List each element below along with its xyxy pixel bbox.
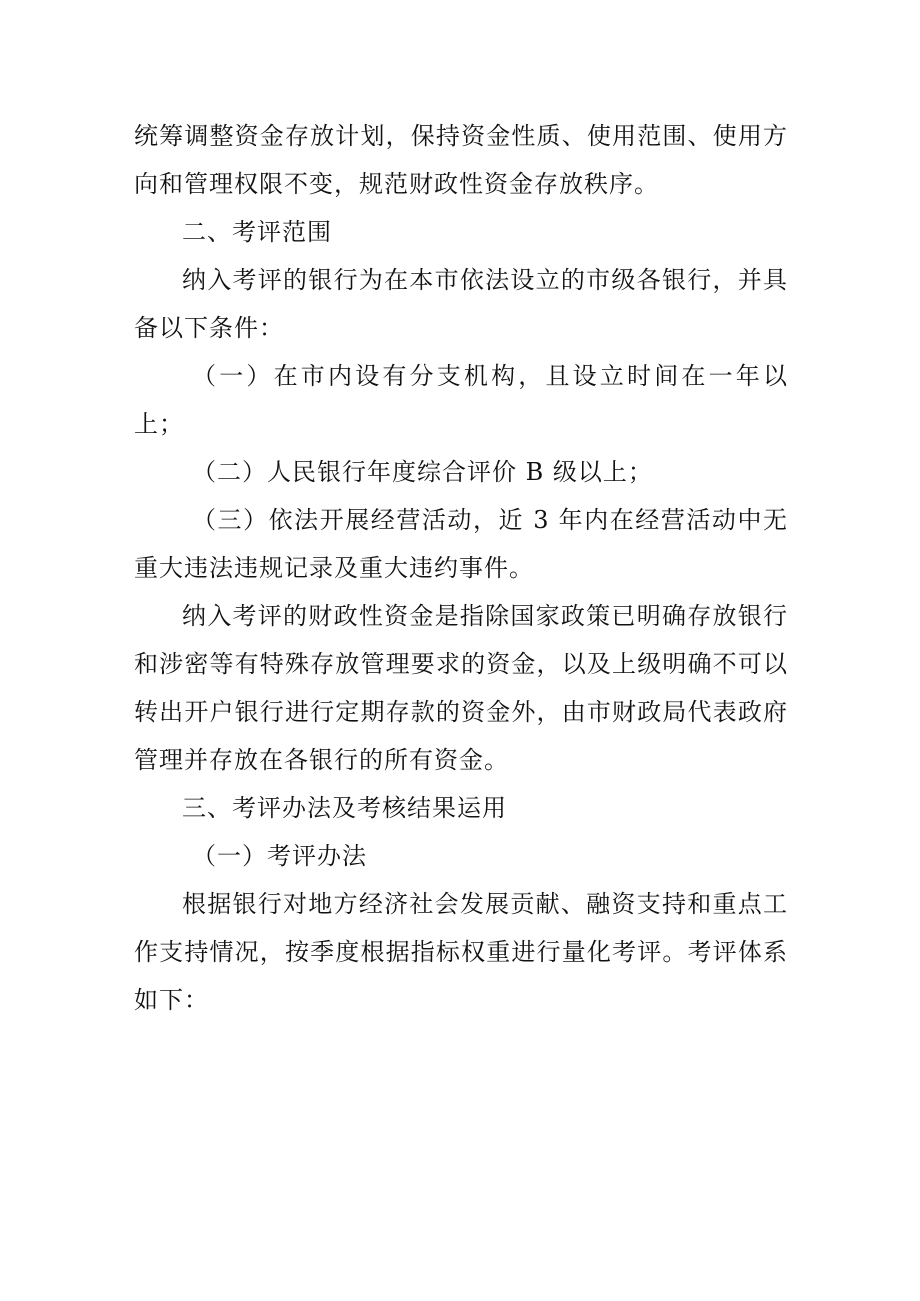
document-body [134,112,788,1024]
condition-item-1: （一）在市内设有分支机构，且设立时间在一年以上； [134,362,788,438]
subsection-heading-method: （一）考评办法 [192,842,367,870]
paragraph-continuation: 统筹调整资金存放计划，保持资金性质、使用范围、使用方向和管理权限不变，规范财政性资金存放秩序。 [134,122,788,198]
paragraph-evaluation-basis: 根据银行对地方经济社会发展贡献、融资支持和重点工作支持情况，按季度根据指标权重进行量化考评。考评体系如下： [134,890,788,1014]
paragraph-bank-conditions: 纳入考评的银行为在本市依法设立的市级各银行，并具备以下条件： [134,266,788,342]
condition-item-2: （二）人民银行年度综合评价 B 级以上； [192,458,653,486]
section-heading-scope: 二、考评范围 [182,218,332,246]
condition-item-3: （三）依法开展经营活动，近 3 年内在经营活动中无重大违法违规记录及重大违约事件。 [134,506,788,582]
section-heading-methods: 三、考评办法及考核结果运用 [182,794,507,822]
paragraph-fund-definition: 纳入考评的财政性资金是指除国家政策已明确存放银行和涉密等有特殊存放管理要求的资金，以及上级明确不可以转出开户银行进行定期存款的资金外，由市财政局代表政府管理并存放在各银行的所有资金。 [134,602,788,774]
